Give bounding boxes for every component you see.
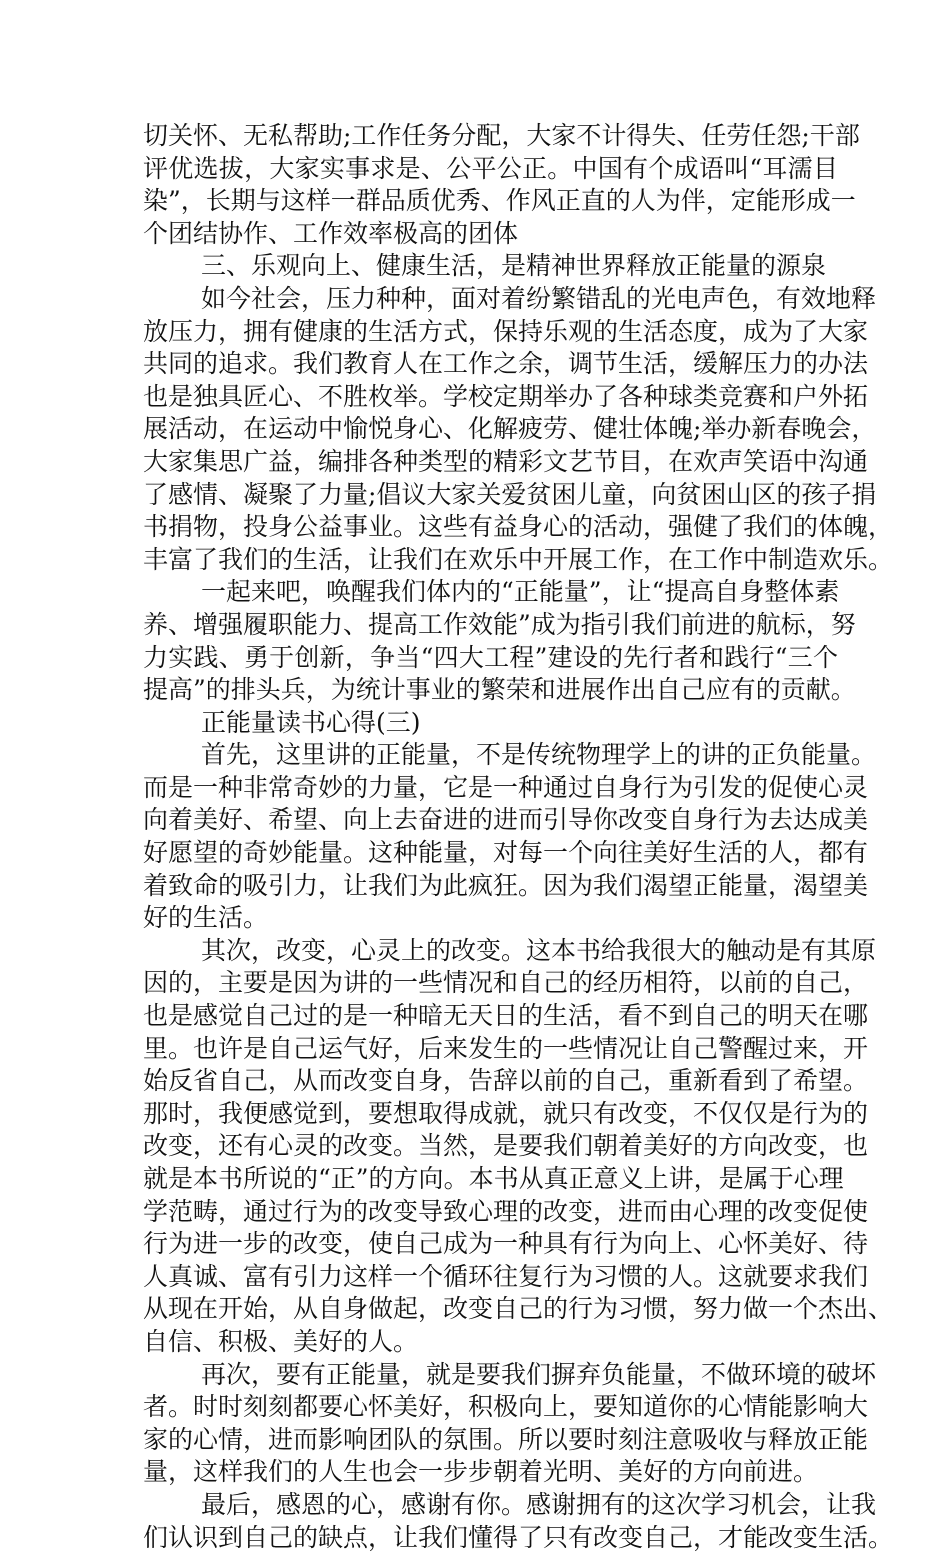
- text-line: 再次，要有正能量，就是要我们摒弃负能量，不做环境的破坏: [201, 1359, 877, 1389]
- text-line: 那时，我便感觉到，要想取得成就，就只有改变，不仅仅是行为的: [143, 1098, 869, 1128]
- text-line: 就是本书所说的“正”的方向。本书从真正意义上讲，是属于心理: [143, 1164, 844, 1193]
- text-line: 而是一种非常奇妙的力量，它是一种通过自身行为引发的促使心灵: [143, 772, 869, 802]
- text-line: 向着美好、希望、向上去奋进的进而引导你改变自身行为去达成美: [143, 805, 869, 835]
- text-line: 因的，主要是因为讲的一些情况和自己的经历相符，以前的自己，: [143, 968, 869, 998]
- text-line: 始反省自己，从而改变自身，告辞以前的自己，重新看到了希望。: [143, 1066, 869, 1096]
- text-line: 染”，长期与这样一群品质优秀、作风正直的人为伴，定能形成一: [143, 186, 856, 216]
- text-line: 自信、积极、美好的人。: [143, 1326, 419, 1356]
- text-line: 行为进一步的改变，使自己成为一种具有行为向上、心怀美好、待: [143, 1229, 869, 1259]
- text-line: 提高”的排头兵，为统计事业的繁荣和进展作出自己应有的贡献。: [143, 675, 856, 705]
- text-line: 评优选拔，大家实事求是、公平公正。中国有个成语叫“耳濡目: [143, 153, 838, 183]
- section-heading: 三、乐观向上、健康生活，是精神世界释放正能量的源泉: [201, 251, 827, 281]
- document-body: [143, 120, 894, 1554]
- text-line: 好愿望的奇妙能量。这种能量，对每一个向往美好生活的人，都有: [143, 838, 869, 868]
- text-line: 丰富了我们的生活，让我们在欢乐中开展工作，在工作中制造欢乐。: [143, 544, 894, 574]
- text-line: 书捐物，投身公益事业。这些有益身心的活动，强健了我们的体魄，: [143, 512, 894, 542]
- text-line: 个团结协作、工作效率极高的团体: [143, 218, 519, 248]
- text-line: 其次，改变，心灵上的改变。这本书给我很大的触动是有其原: [201, 935, 877, 965]
- text-line: 展活动，在运动中愉悦身心、化解疲劳、健壮体魄;举办新春晚会，: [143, 414, 877, 444]
- text-line: 力实践、勇于创新，争当“四大工程”建设的先行者和践行“三个: [143, 642, 838, 672]
- text-line: 养、增强履职能力、提高工作效能”成为指引我们前进的航标，努: [143, 609, 856, 639]
- text-line: 好的生活。: [143, 903, 269, 933]
- text-line: 也是感觉自己过的是一种暗无天日的生活，看不到自己的明天在哪: [143, 1001, 869, 1031]
- text-line: 首先，这里讲的正能量，不是传统物理学上的讲的正负能量。: [201, 740, 877, 770]
- text-line: 家的心情，进而影响团队的氛围。所以要时刻注意吸收与释放正能: [143, 1424, 869, 1454]
- text-line: 放压力，拥有健康的生活方式，保持乐观的生活态度，成为了大家: [143, 316, 869, 346]
- text-line: 共同的追求。我们教育人在工作之余，调节生活，缓解压力的办法: [143, 349, 869, 379]
- section-heading: 正能量读书心得(三): [201, 707, 421, 737]
- text-line: 从现在开始，从自身做起，改变自己的行为习惯，努力做一个杰出、: [143, 1294, 894, 1324]
- text-line: 人真诚、富有引力这样一个循环往复行为习惯的人。这就要求我们: [143, 1261, 869, 1291]
- text-line: 量，这样我们的人生也会一步步朝着光明、美好的方向前进。: [143, 1457, 819, 1487]
- text-line: 大家集思广益，编排各种类型的精彩文艺节目，在欢声笑语中沟通: [143, 446, 869, 476]
- text-line: 最后，感恩的心，感谢有你。感谢拥有的这次学习机会，让我: [201, 1489, 877, 1519]
- text-line: 改变，还有心灵的改变。当然，是要我们朝着美好的方向改变，也: [143, 1131, 869, 1161]
- text-line: 里。也许是自己运气好，后来发生的一些情况让自己警醒过来，开: [143, 1033, 869, 1063]
- text-line: 者。时时刻刻都要心怀美好，积极向上，要知道你的心情能影响大: [143, 1392, 869, 1422]
- text-line: 们认识到自己的缺点，让我们懂得了只有改变自己，才能改变生活。: [143, 1522, 894, 1552]
- text-line: 了感情、凝聚了力量;倡议大家关爱贫困儿童，向贫困山区的孩子捐: [143, 479, 877, 509]
- text-line: 如今社会，压力种种，面对着纷繁错乱的光电声色，有效地释: [201, 283, 877, 313]
- text-line: 也是独具匠心、不胜枚举。学校定期举办了各种球类竞赛和户外拓: [143, 381, 869, 411]
- text-line: 着致命的吸引力，让我们为此疯狂。因为我们渴望正能量，渴望美: [143, 870, 869, 900]
- text-line: 学范畴，通过行为的改变导致心理的改变，进而由心理的改变促使: [143, 1196, 869, 1226]
- text-line: 切关怀、无私帮助;工作任务分配，大家不计得失、任劳任怨;干部: [143, 121, 860, 150]
- text-line: 一起来吧，唤醒我们体内的“正能量”，让“提高自身整体素: [201, 577, 840, 607]
